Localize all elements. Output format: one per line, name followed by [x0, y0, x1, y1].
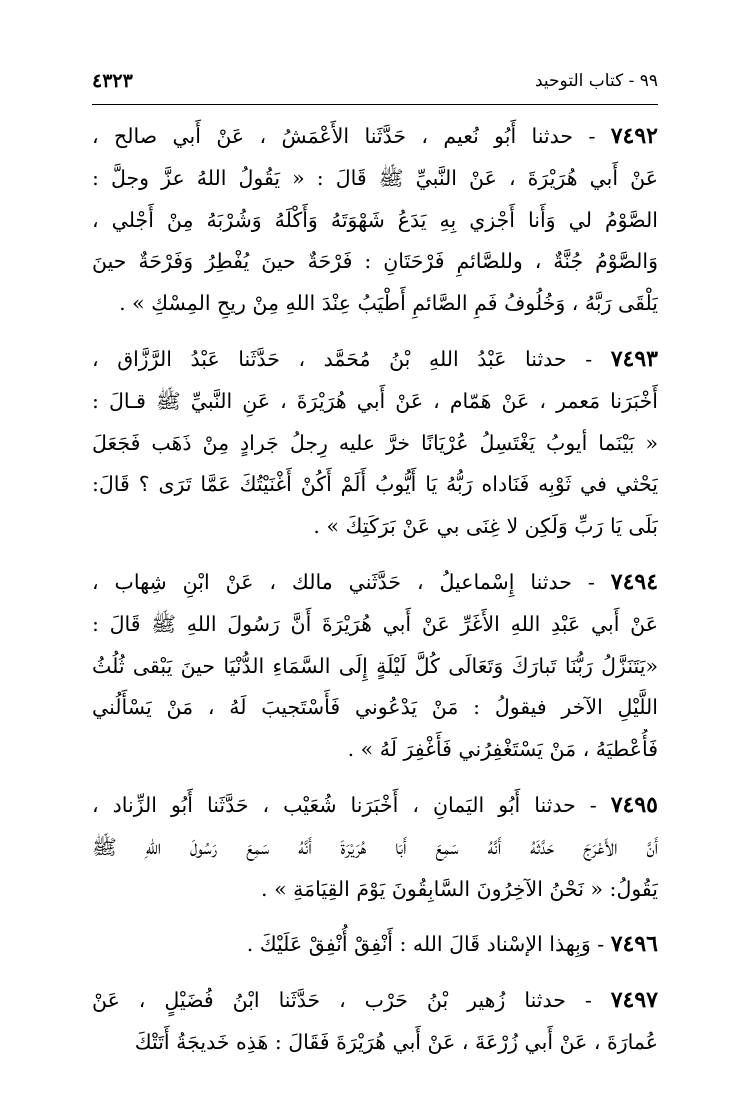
hadith-block — [92, 980, 658, 1064]
line-text: أَنَّ الأَعْرَجَ حَدَّثَهُ أَنَّهُ سَمِعَ أَبَا هُرَيْرَةَ أَنَّهُ سَمِعَ رَسُولَ اللهِ ﷺ — [92, 834, 658, 859]
page-header — [92, 64, 658, 98]
text-line: ٧٤٩٢ - حدثنا أَبُو نُعيم ، حَدَّثَنا الأَعْمَشُ ، عَنْ أَبي صالح ، — [92, 123, 658, 149]
line-text: حدثنا زُهير بْنُ حَرْب ، حَدَّثَنا ابْنُ فُضَيْلٍ ، عَنْ — [92, 988, 566, 1013]
line-text: بَلَى يَا رَبِّ وَلَكِن لا غِنَى بي عَنْ بَرَكَتِكَ » . — [313, 514, 658, 539]
text-line: ٧٤٩٣ - حدثنا عَبْدُ اللهِ بْنُ مُحَمَّد ، حَدَّثَنا عَبْدُ الرَّزَّاق ، — [92, 345, 658, 372]
line-text: وَبِهذا الإسْناد قَالَ الله : أَنْفِقْ أُنْفِقْ عَلَيْكَ . — [246, 932, 591, 957]
text-line — [92, 200, 658, 242]
header-rule — [92, 104, 658, 105]
text-line — [92, 423, 658, 465]
text-line — [92, 604, 658, 646]
hadith-block — [92, 924, 658, 966]
hadith-number: ٧٤٩٢ — [610, 123, 658, 149]
line-text: يَقُولُ: « نَحْنُ الآخِرُونَ السَّابِقُونَ يَوْمَ القِيَامَةِ » . — [261, 876, 658, 901]
text-line — [92, 381, 658, 423]
page-body — [92, 116, 658, 1064]
text-line — [92, 729, 658, 771]
hadith-number: ٧٤٩٥ — [610, 791, 658, 818]
line-text: حدثنا عَبْدُ اللهِ بْنُ مُحَمَّد ، حَدَّثَنا عَبْدُ الرَّزَّاق ، — [92, 346, 567, 371]
line-text: أَخْبَرَنا مَعمر ، عَنْ هَمّام ، عَنْ أَبي هُرَيْرَةَ ، عَنِ النَّبيِّ ﷺ قـالَ : — [92, 388, 658, 413]
line-text: عُمارَةَ ، عَنْ أَبي زُرْعَةَ ، عَنْ أَبي هُرَيْرَةَ فَقَالَ : هَذِه خَديجَةُ أَتَتْكَ — [134, 1029, 658, 1054]
line-text: «يَتَنَزَّلُ رَبُّنَا تَبارَكَ وَتَعَالَى كُلَّ لَيْلَةٍ إِلَى السَّمَاءِ الدُّنْيَا حينَ يَبْقى ثُلُثُ — [92, 653, 658, 678]
hadith-number: ٧٤٩٤ — [610, 568, 658, 595]
text-line — [92, 646, 658, 688]
line-text: يَلْقَى رَبَّهُ ، وَخُلُوفُ فَمِ الصَّائمِ أَطْيَبُ عِنْدَ اللهِ مِنْ ريحِ المِسْكِ » . — [119, 291, 658, 316]
hadith-block — [92, 785, 658, 910]
line-text: عَنْ أَبي هُرَيْرَةَ ، عَنْ النَّبيِّ ﷺ قَالَ : « يَقُولُ اللهُ عزَّ وجلَّ : — [92, 165, 658, 190]
hadith-block — [92, 116, 658, 325]
line-text: عَنْ أَبي عَبْدِ اللهِ الأَغَرِّ عَنْ أَبي هُرَيْرَةَ أَنَّ رَسُولَ اللهِ ﷺ قَالَ : — [92, 611, 658, 636]
hadith-number: ٧٤٩٦ — [610, 931, 658, 958]
hadith-block — [92, 562, 658, 771]
hadith-number: ٧٤٩٣ — [610, 345, 658, 372]
text-line: ٧٤٩٥ - حدثنا أَبُو اليَمانِ ، أَخْبَرَنا شُعَيْب ، حَدَّثَنا أَبُو الزِّناد ، — [92, 791, 658, 818]
text-line — [92, 687, 658, 729]
text-line: ٧٤٩٤ - حدثنا إِسْماعيلُ ، حَدَّثَني مالك ، عَنْ ابْنِ شِهاب ، — [92, 568, 658, 595]
text-line — [92, 869, 658, 911]
line-text: حدثنا أَبُو نُعيم ، حَدَّثَنا الأَعْمَشُ ، عَنْ أَبي صالح ، — [92, 124, 574, 148]
line-text: « بَيْنَما أيوبُ يَغْتَسِلُ عُرْيَانًا خرَّ عليه رِجلُ جَرادٍ مِنْ ذَهَب فَجَعَلَ — [92, 430, 658, 455]
text-line: ٧٤٩٦ - وَبِهذا الإسْناد قَالَ الله : أَنْفِقْ أُنْفِقْ عَلَيْكَ . — [246, 931, 658, 958]
text-line: ٧٤٩٧ - حدثنا زُهير بْنُ حَرْب ، حَدَّثَنا ابْنُ فُضَيْلٍ ، عَنْ — [92, 987, 658, 1014]
text-line — [92, 506, 658, 548]
text-line — [92, 283, 658, 325]
text-line — [92, 464, 658, 506]
line-text: حدثنا إِسْماعيلُ ، حَدَّثَني مالك ، عَنْ ابْنِ شِهاب ، — [92, 569, 572, 594]
text-line — [92, 241, 658, 283]
text-line — [92, 1022, 658, 1064]
chapter-title: ٩٩ - كتاب التوحيد — [534, 71, 658, 91]
line-text: وَالصَّوْمُ جُنَّةٌ ، وللصَّائمِ فَرْحَتَانِ : فَرْحَةٌ حينَ يُفْطِرُ وَفَرْحَةٌ حينَ — [92, 249, 658, 274]
line-text: حدثنا أَبُو اليَمانِ ، أَخْبَرَنا شُعَيْب ، حَدَّثَنا أَبُو الزِّناد ، — [92, 792, 576, 817]
line-text: الصَّوْمُ لي وَأَنا أَجْزي بِهِ يَدَعُ شَهْوَتَهُ وَأَكْلَهُ وَشُرْبَهُ مِنْ أَجْلي ، — [92, 207, 658, 232]
line-text: فَأُعْطيَهُ ، مَنْ يَسْتَغْفِرُني فَأَغْفِرَ لَهُ » . — [347, 737, 658, 762]
line-text: اللَّيْلِ الآخر فيقولُ : مَنْ يَدْعُوني فَأَسْتَجيبَ لَهُ ، مَنْ يَسْأَلُني — [92, 695, 658, 720]
hadith-block — [92, 339, 658, 548]
page-number: ٤٣٢٣ — [92, 70, 133, 92]
hadith-number: ٧٤٩٧ — [610, 987, 658, 1014]
text-line — [92, 158, 658, 200]
line-text: يَحْثي في ثَوْبِه فَنَاداه رَبُّهُ يَا أَيُّوبُ أَلَمْ أَكُنْ أَغْنَيْتُكَ عَمَّا تَرَى ؟ قَالَ: — [92, 472, 658, 497]
text-line — [92, 827, 658, 869]
